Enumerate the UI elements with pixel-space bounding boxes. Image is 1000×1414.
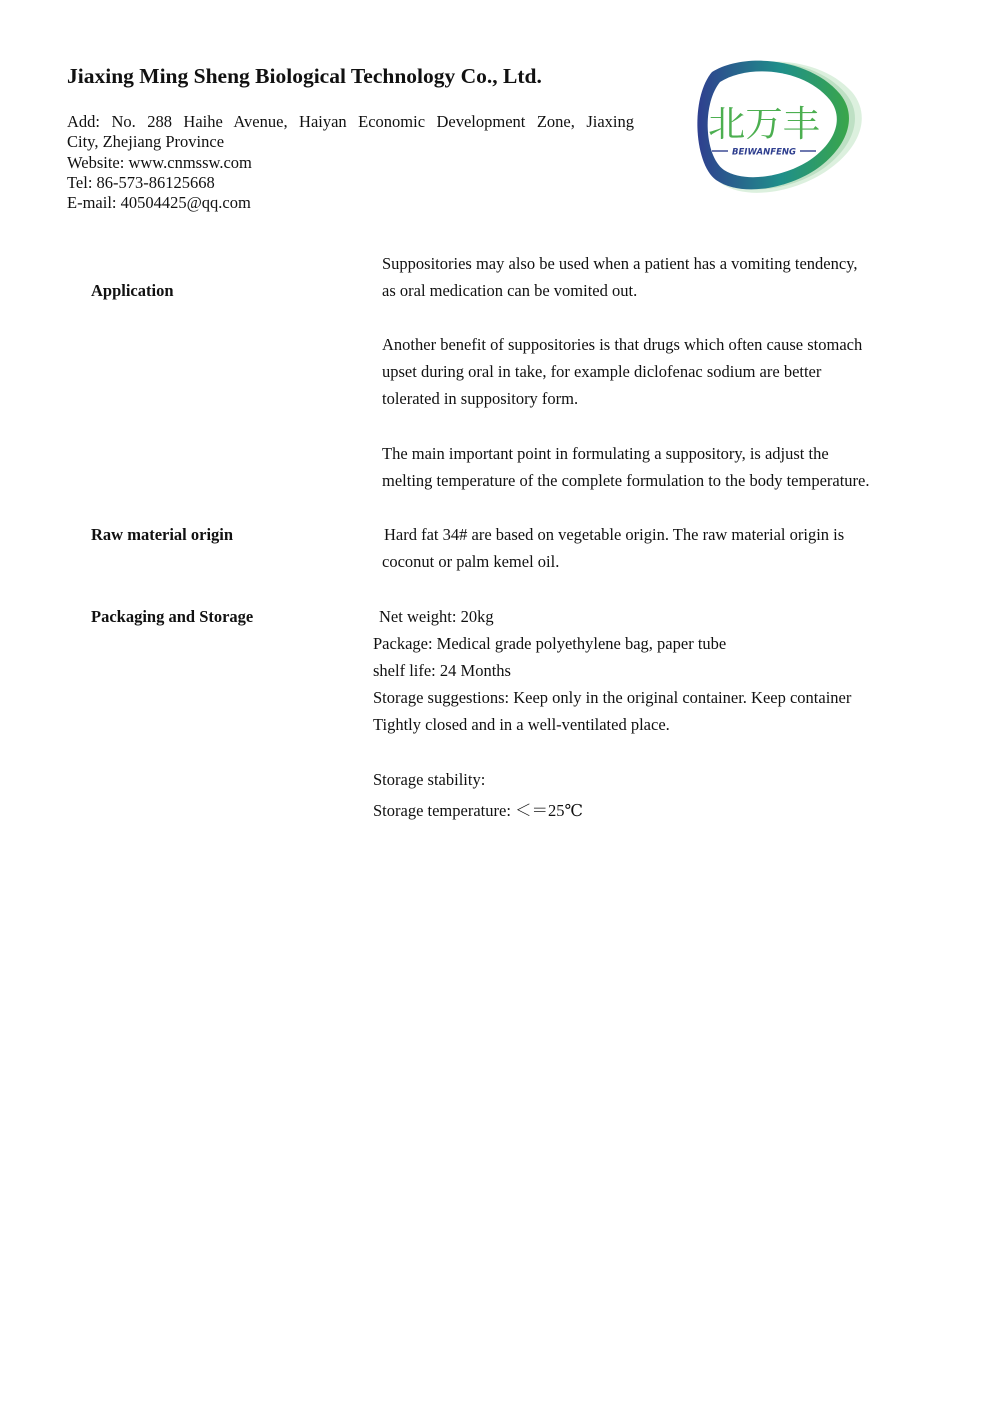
packaging-line-5: Tightly closed and in a well-ventilated place. (373, 715, 670, 734)
application-line-1: Suppositories may also be used when a patient has a vomiting tendency, (382, 254, 858, 273)
raw-material-line-2: coconut or palm kemel oil. (382, 552, 560, 571)
packaging-line-6: Storage stability: (373, 770, 486, 789)
packaging-line-2: Package: Medical grade polyethylene bag, paper tube (373, 634, 727, 653)
raw-material-label: Raw material origin (91, 525, 234, 544)
website: Website: www.cnmssw.com (67, 152, 252, 172)
raw-material-line-1: Hard fat 34# are based on vegetable origin. The raw material origin is (384, 525, 845, 544)
application-line-2: as oral medication can be vomited out. (382, 281, 638, 300)
application-line-7: melting temperature of the complete formulation to the body temperature. (382, 471, 870, 490)
company-name: Jiaxing Ming Sheng Biological Technology Co., Ltd. (67, 64, 542, 88)
company-logo (692, 52, 867, 197)
telephone: Tel: 86-573-86125668 (67, 172, 215, 192)
packaging-line-4: Storage suggestions: Keep only in the original container. Keep container (373, 688, 852, 707)
application-label: Application (91, 281, 174, 300)
address-line-1: Add: No. 288 Haihe Avenue, Haiyan Economic Development Zone, Jiaxing (67, 112, 634, 131)
beiwanfeng-logo-icon (692, 52, 867, 197)
application-line-4: upset during oral in take, for example diclofenac sodium are better (382, 362, 822, 381)
packaging-line-1: Net weight: 20kg (379, 607, 494, 626)
packaging-line-3: shelf life: 24 Months (373, 661, 511, 680)
logo-chinese-text: 北万丰 (708, 104, 820, 145)
email: E-mail: 40504425@qq.com (67, 193, 251, 213)
application-line-5: tolerated in suppository form. (382, 389, 579, 408)
application-line-6: The main important point in formulating a suppository, is adjust the (382, 444, 829, 463)
packaging-line-7: Storage temperature: ＜＝25℃ (373, 801, 583, 820)
address-line-2: City, Zhejiang Province (67, 132, 225, 152)
logo-english-text: BEIWANFENG (732, 147, 796, 158)
packaging-label: Packaging and Storage (91, 607, 254, 626)
application-line-3: Another benefit of suppositories is that drugs which often cause stomach (382, 335, 863, 354)
contact-info (67, 112, 634, 213)
